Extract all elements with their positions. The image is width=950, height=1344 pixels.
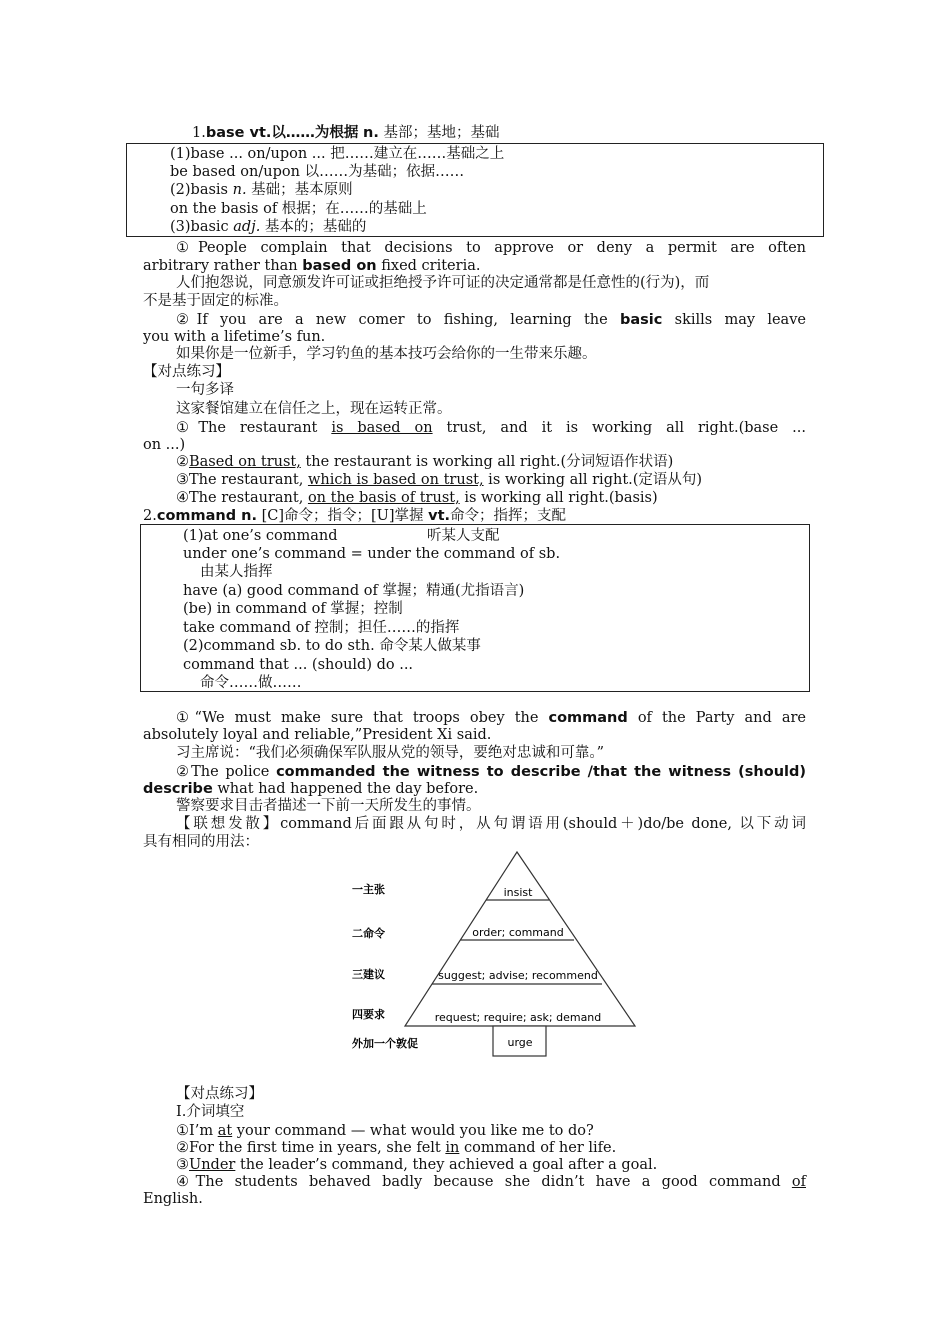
text: the leader’s command, they achieved a goal after a goal. [235, 1157, 658, 1173]
text: skills may leave [662, 312, 806, 328]
practice-title: 【对点练习】 [176, 1086, 263, 1102]
practice-subtitle: 一句多译 [176, 382, 234, 398]
highlight: commanded the witness to describe /that the witness (should) [276, 764, 806, 780]
exercise-item [176, 1122, 594, 1140]
practice-answer [176, 471, 702, 489]
text: ③ [176, 1157, 189, 1173]
text: ②The police [176, 764, 277, 780]
answer-underlined: which is based on trust, [307, 472, 484, 488]
practice-answer [176, 489, 658, 507]
headword-base: base vt. [205, 125, 272, 141]
text: command of her life. [459, 1140, 617, 1156]
section-2-heading [143, 507, 566, 525]
text: the restaurant is working all right.(分词短语作状语) [300, 454, 674, 470]
example-sentence: absolutely loyal and reliable,”President Xi said. [143, 727, 492, 743]
text: ②If you are a new comer to fishing, learning the [176, 312, 620, 328]
pyramid-words: suggest; advise; recommend [438, 969, 598, 982]
answer-underlined: at [217, 1123, 233, 1139]
pyramid-label: 一主张 [352, 883, 385, 896]
headword-command: command n. [156, 508, 257, 524]
text: ③The restaurant, [176, 472, 308, 488]
exercise-item [176, 1139, 616, 1157]
answer-underlined: is based on [331, 420, 433, 436]
text: trust, and it is working all right.(base ... [432, 420, 806, 436]
box-text: (2)basis [170, 182, 228, 198]
answer-underlined: on the basis of trust, [307, 490, 460, 506]
text: arbitrary rather than [143, 258, 303, 274]
box-line: on the basis of 根据；在……的基础上 [170, 201, 427, 217]
box-text: 基本的；基础的 [260, 219, 367, 235]
example-sentence [143, 780, 478, 798]
box-line: take command of 控制；担任……的指挥 [183, 620, 460, 636]
box-line: (2)command sb. to do sth. 命令某人做某事 [183, 638, 481, 654]
heading-number: 1. [192, 125, 206, 141]
heading-pos: n. [363, 125, 379, 141]
text: ①“We must make sure that troops obey the [176, 710, 549, 726]
verb-pyramid-diagram [340, 848, 640, 1060]
box-text: 基础；基本原则 [246, 182, 353, 198]
box-line: (be) in command of 掌握；控制 [183, 601, 403, 617]
answer-underlined: in [445, 1140, 460, 1156]
box-line [170, 181, 353, 199]
box-line: under one’s command = under the command of sb. [183, 546, 561, 562]
box-line: command that ... (should) do ... [183, 657, 414, 673]
box-line: 听某人支配 [427, 528, 500, 544]
box-line: 由某人指挥 [200, 564, 273, 580]
association-note: 【联想发散】command后面跟从句时，从句谓语用(should＋)do/be done, 以下动词 [176, 816, 806, 832]
text: ①I’m [176, 1123, 218, 1139]
heading-meaning: 基部；基地；基础 [383, 125, 500, 141]
text: ②For the first time in years, she felt [176, 1140, 446, 1156]
example-sentence: ①People complain that decisions to approve or deny a permit are often [176, 240, 806, 256]
box-line: (1)base ... on/upon ... 把……建立在……基础之上 [170, 146, 505, 162]
heading-meaning: 命令；指挥；支配 [450, 508, 567, 524]
translation: 如果你是一位新手，学习钓鱼的基本技巧会给你的一生带来乐趣。 [176, 346, 597, 362]
box-line: 命令……做…… [200, 675, 302, 691]
answer-underlined: Based on trust, [189, 454, 301, 470]
practice-answer [176, 453, 673, 471]
highlight: describe [143, 781, 213, 797]
practice-prompt: 这家餐馆建立在信任之上，现在运转正常。 [176, 401, 452, 417]
heading-meaning: [C]命令；指令；[U]掌握 [256, 508, 429, 524]
practice-answer: on ...) [143, 437, 186, 453]
pyramid-label: 四要求 [352, 1008, 385, 1021]
heading-gloss: 以……为根据 [271, 125, 359, 141]
exercise-item: English. [143, 1191, 203, 1207]
practice-title: 【对点练习】 [143, 364, 230, 380]
example-sentence [176, 709, 806, 727]
answer-underlined: of [791, 1174, 806, 1190]
example-sentence [176, 763, 806, 781]
text: what had happened the day before. [212, 781, 479, 797]
pyramid-words: request; require; ask; demand [434, 1011, 602, 1024]
text: is working all right.(定语从句) [483, 472, 703, 488]
box-line [170, 218, 366, 236]
exercise-item [176, 1156, 657, 1174]
text: ④The students behaved badly because she didn’t have a good command [176, 1174, 792, 1190]
box-pos: n. [232, 182, 247, 198]
translation: 人们抱怨说，同意颁发许可证或拒绝授予许可证的决定通常都是任意性的(行为)，而 [176, 275, 710, 291]
section-1-heading [192, 124, 499, 142]
example-sentence [176, 311, 806, 329]
example-sentence: you with a lifetime’s fun. [143, 329, 326, 345]
highlight: based on [302, 258, 377, 274]
text: your command — what would you like me to do? [232, 1123, 594, 1139]
association-note: 具有相同的用法： [143, 834, 259, 850]
pyramid-label: 外加一个敦促 [352, 1037, 418, 1050]
translation: 习主席说：“我们必须确保军队服从党的领导，要绝对忠诚和可靠。” [176, 745, 605, 761]
text: ④The restaurant, [176, 490, 308, 506]
box-line: be based on/upon 以……为基础；依据…… [170, 164, 465, 180]
pyramid-label: 二命令 [352, 927, 385, 940]
highlight: basic [619, 312, 663, 328]
text: ①The restaurant [176, 420, 332, 436]
pyramid-label: 三建议 [352, 968, 385, 981]
text: is working all right.(basis) [459, 490, 658, 506]
pyramid-words: order; command [472, 926, 564, 939]
practice-answer [176, 419, 806, 437]
example-sentence [143, 257, 480, 275]
translation: 警察要求目击者描述一下前一天所发生的事情。 [176, 798, 481, 814]
highlight: command [548, 710, 628, 726]
heading-number: 2. [143, 508, 157, 524]
text: of the Party and are [627, 710, 806, 726]
practice-subtitle: Ⅰ.介词填空 [176, 1104, 245, 1120]
box-text: (3)basic [170, 219, 234, 235]
heading-pos: vt. [428, 508, 451, 524]
text: ② [176, 454, 189, 470]
answer-underlined: Under [189, 1157, 236, 1173]
pyramid-words: insist [503, 886, 533, 899]
pyramid-words: urge [507, 1036, 533, 1049]
exercise-item [176, 1173, 806, 1191]
box-line: (1)at one’s command [183, 528, 338, 544]
box-line: have (a) good command of 掌握；精通(尤指语言) [183, 583, 525, 599]
text: fixed criteria. [376, 258, 481, 274]
pyramid-outline [405, 852, 635, 1026]
translation: 不是基于固定的标准。 [143, 293, 288, 309]
box-pos: adj. [233, 219, 261, 235]
